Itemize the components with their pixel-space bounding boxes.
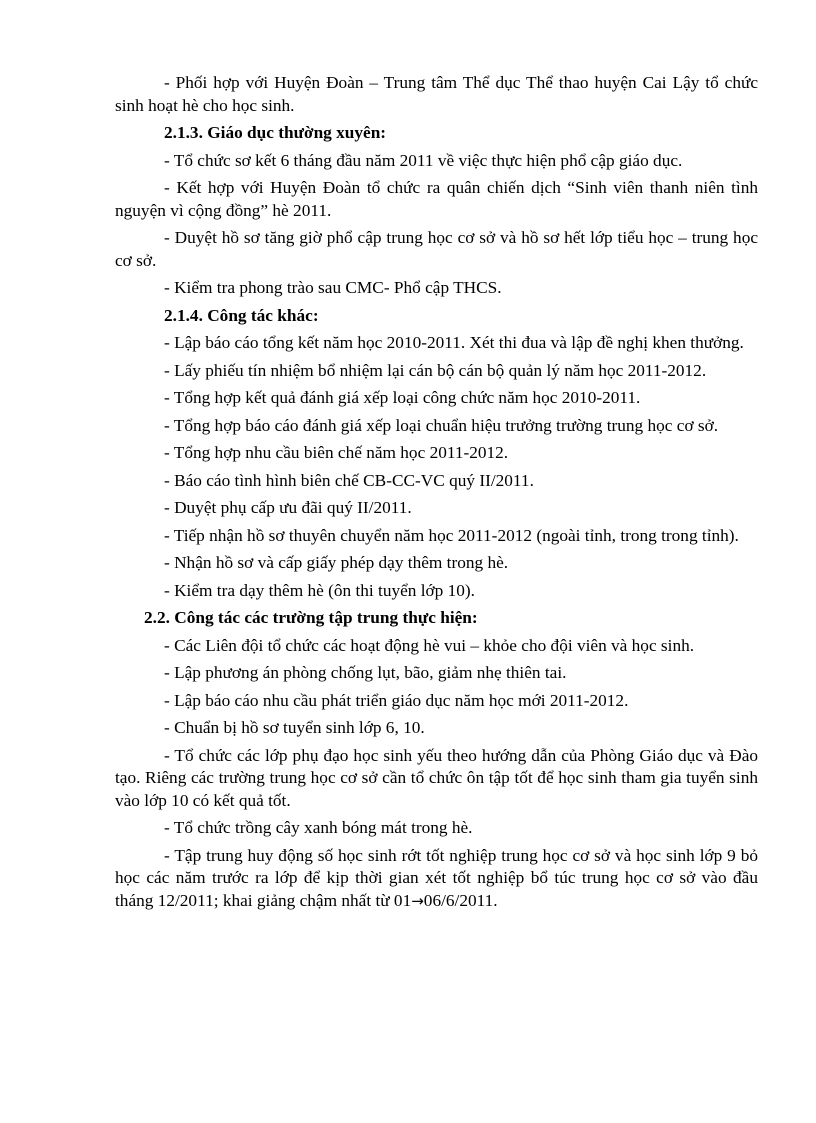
paragraph-5: - Duyệt hồ sơ tăng giờ phổ cập trung học cơ sở và hồ sơ hết lớp tiểu học – trung học cơ sở. [115,228,758,270]
paragraph-16: - Nhận hồ sơ và cấp giấy phép dạy thêm trong hè. [164,553,509,572]
heading-2-1-4: 2.1.4. Công tác khác: [164,305,319,325]
heading-2-1-3: 2.1.3. Giáo dục thường xuyên: [164,123,387,142]
paragraph-9: - Lấy phiếu tín nhiệm bổ nhiệm lại cán bộ cán bộ quản lý năm học 2011-2012. [164,360,707,380]
paragraph-8: - Lập báo cáo tổng kết năm học 2010-2011. Xét thi đua và lập đề nghị khen thưởng. [164,333,744,352]
paragraph-22: - Chuẩn bị hồ sơ tuyển sinh lớp 6, 10. [164,718,425,737]
paragraph-13: - Báo cáo tình hình biên chế CB-CC-VC quý II/2011. [164,470,534,490]
paragraph-1: - Phối hợp với Huyện Đoàn – Trung tâm Thể dục Thể thao huyện Cai Lậy tổ chức sinh hoạt hè cho học sinh. [115,73,758,115]
paragraph-11: - Tổng hợp báo cáo đánh giá xếp loại chuẩn hiệu trưởng trường trung học cơ sở. [164,415,719,435]
paragraph-12: - Tổng hợp nhu cầu biên chế năm học 2011-2012. [164,443,509,462]
paragraph-25-date: 06/6/2011. [423,890,498,910]
paragraph-3: - Tổ chức sơ kết 6 tháng đầu năm 2011 về việc thực hiện phổ cập giáo dục. [164,150,683,170]
paragraph-25-text: - Tập trung huy động số học sinh rớt tốt nghiệp trung học cơ sở và học sinh lớp 9 bỏ học các năm trước ra lớp để kịp thời gian xét tốt nghiệp bổ túc trung học cơ sở vào đầu tháng 12/2011; khai giảng chậm nhất từ 01 [115,845,758,910]
document-page [115,72,758,917]
right-arrow-icon: → [411,891,424,910]
paragraph-24: - Tổ chức trồng cây xanh bóng mát trong hè. [164,818,473,837]
paragraph-15: - Tiếp nhận hồ sơ thuyên chuyển năm học 2011-2012 (ngoài tỉnh, trong trong tỉnh). [164,525,739,545]
paragraph-19: - Các Liên đội tổ chức các hoạt động hè vui – khỏe cho đội viên và học sinh. [164,635,695,655]
paragraph-10: - Tổng hợp kết quả đánh giá xếp loại công chức năm học 2010-2011. [164,388,641,407]
paragraph-20: - Lập phương án phòng chống lụt, bão, giảm nhẹ thiên tai. [164,663,567,682]
paragraph-25 [115,845,758,913]
paragraph-23: - Tổ chức các lớp phụ đạo học sinh yếu theo hướng dẫn của Phòng Giáo dục và Đào tạo. Riêng các trường trung học cơ sở cần tổ chức ôn tập tốt để học sinh tham gia tuyển sinh vào lớp 10 có kết quả tốt. [115,745,758,810]
paragraph-14: - Duyệt phụ cấp ưu đãi quý II/2011. [164,498,412,517]
paragraph-4: - Kết hợp với Huyện Đoàn tổ chức ra quân chiến dịch “Sinh viên thanh niên tình nguyện vì cộng đồng” hè 2011. [115,178,758,220]
heading-2-2: 2.2. Công tác các trường tập trung thực hiện: [144,608,478,627]
paragraph-21: - Lập báo cáo nhu cầu phát triển giáo dục năm học mới 2011-2012. [164,690,629,710]
paragraph-6: - Kiểm tra phong trào sau CMC- Phổ cập THCS. [164,278,502,297]
paragraph-17: - Kiểm tra dạy thêm hè (ôn thi tuyển lớp 10). [164,580,476,600]
